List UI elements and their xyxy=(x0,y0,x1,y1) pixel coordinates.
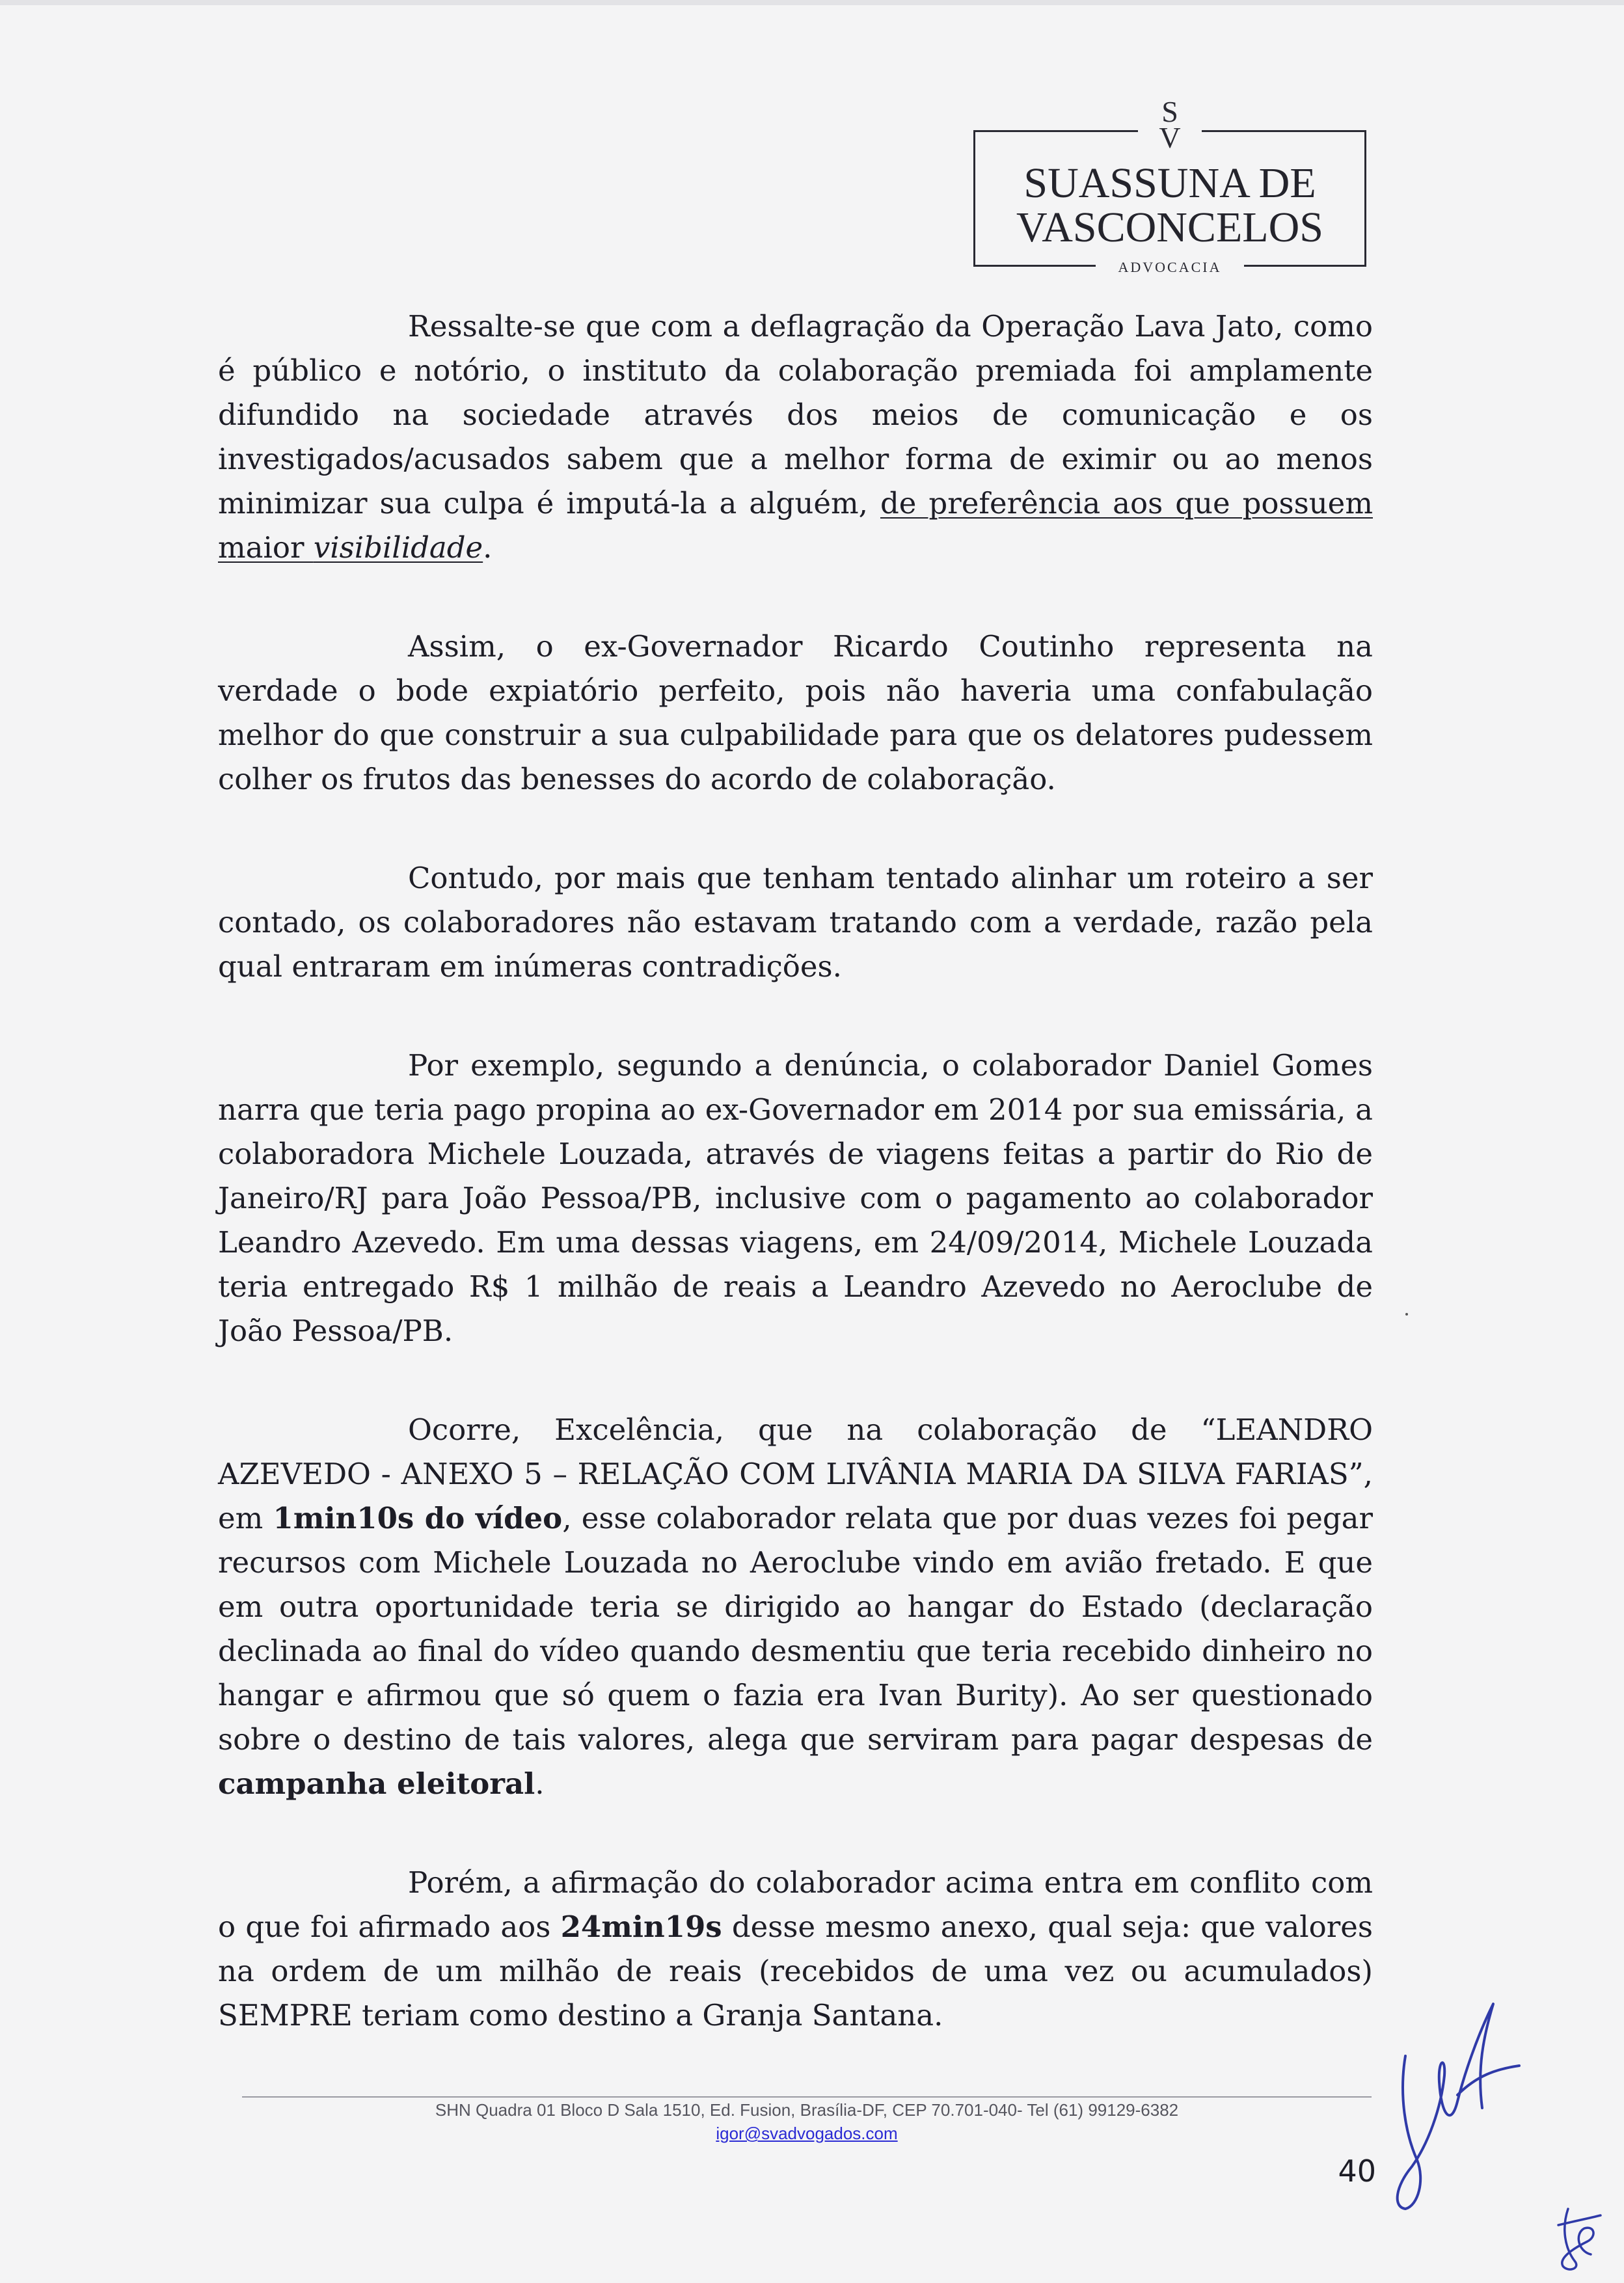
paragraph-text: Ressalte-se que com a deflagração da Operação Lava Jato, como é público e notório, o instituto da colaboração premiada foi amplamente difundido na sociedade através dos meios de comunicação e os investigados/acusados sabem que a melhor forma de eximir ou ao menos minimizar sua culpa é imputá-la a alguém, xyxy=(218,309,1373,520)
bold-phrase: campanha eleitoral xyxy=(218,1766,535,1801)
firm-logo xyxy=(973,95,1366,275)
page-edge xyxy=(0,0,1624,5)
paragraph-4: Por exemplo, segundo a denúncia, o colaborador Daniel Gomes narra que teria pago propina ao ex-Governador em 2014 por sua emissária, a colaboradora Michele Louzada, através de viagens feitas a partir do Rio de Janeiro/RJ para João Pessoa/PB, inclusive com o pagamento ao colaborador Leandro Azevedo. Em uma dessas viagens, em 24/09/2014, Michele Louzada teria entregado R$ 1 milhão de reais a Leandro Azevedo no Aeroclube de João Pessoa/PB. xyxy=(218,1048,1373,1348)
scan-speck xyxy=(1405,1313,1408,1316)
paragraph-text: Ocorre, Excelência, que na colaboração de “LEANDRO AZEVEDO - ANEXO 5 – RELAÇÃO COM LIVÂNIA MARIA DA SILVA FARIAS”, em xyxy=(218,1412,1373,1535)
paragraph-text: , esse colaborador relata que por duas vezes foi pegar recursos com Michele Louzada no Aeroclube vindo em avião fretado. E que em outra oportunidade teria se dirigido ao hangar do Estado (declaração declinada ao final do vídeo quando desmentiu que teria recebido dinheiro no hangar e afirmou que só quem o fazia era Ivan Burity). Ao ser questionado sobre o destino de tais valores, alega que serviram para pagar despesas de xyxy=(218,1501,1373,1757)
page-number: 40 xyxy=(1338,2154,1376,2189)
underlined-text: de preferência aos que possuem maior xyxy=(218,486,1373,565)
italic-text: visibilidade xyxy=(313,530,483,565)
firm-name-line1: SUASSUNA DE xyxy=(1023,159,1316,207)
firm-subtitle-text: ADVOCACIA xyxy=(1109,259,1231,275)
firm-name xyxy=(975,161,1364,250)
footer-email[interactable] xyxy=(242,2124,1372,2144)
paragraph-text: . xyxy=(535,1766,545,1801)
monogram-v: V xyxy=(1159,121,1181,154)
handwritten-initial xyxy=(1549,2196,1607,2274)
logo-monogram xyxy=(975,95,1364,154)
firm-subtitle xyxy=(975,259,1364,276)
paragraph-text: Porém, a afirmação do colaborador acima entra em conflito com o que foi afirmado aos xyxy=(218,1865,1373,1944)
handwritten-signature xyxy=(1379,1997,1529,2212)
paragraph-6 xyxy=(218,1861,1373,2038)
monogram-s: S xyxy=(1161,95,1178,128)
firm-name-line2: VASCONCELOS xyxy=(1016,204,1323,251)
paragraph-2: Assim, o ex-Governador Ricardo Coutinho representa na verdade o bode expiatório perfeito, pois não haveria uma confabulação melhor do que construir a sua culpabilidade para que os delatores pudessem colher os frutos das benesses do acordo de colaboração. xyxy=(218,629,1373,796)
paragraph-text: . xyxy=(483,530,493,565)
paragraph-1 xyxy=(218,304,1373,570)
bold-timestamp: 1min10s do vídeo xyxy=(273,1501,563,1535)
bold-timestamp: 24min19s xyxy=(560,1910,722,1944)
footer-divider xyxy=(242,2096,1372,2098)
paragraph-3: Contudo, por mais que tenham tentado alinhar um roteiro a ser contado, os colaboradores não estavam tratando com a verdade, razão pela qual entraram em inúmeras contradições. xyxy=(218,861,1373,984)
paragraph-text: desse mesmo anexo, qual seja: que valores na ordem de um milhão de reais (recebidos de uma vez ou acumulados) SEMPRE teriam como destino a Granja Santana. xyxy=(218,1910,1373,2033)
paragraph-5 xyxy=(218,1408,1373,1806)
document-body xyxy=(218,304,1373,2038)
footer-address: SHN Quadra 01 Bloco D Sala 1510, Ed. Fusion, Brasília-DF, CEP 70.701-040- Tel (61) 99129-6382 xyxy=(435,2100,1179,2120)
email-link[interactable]: igor@svadvogados.com xyxy=(716,2124,898,2143)
